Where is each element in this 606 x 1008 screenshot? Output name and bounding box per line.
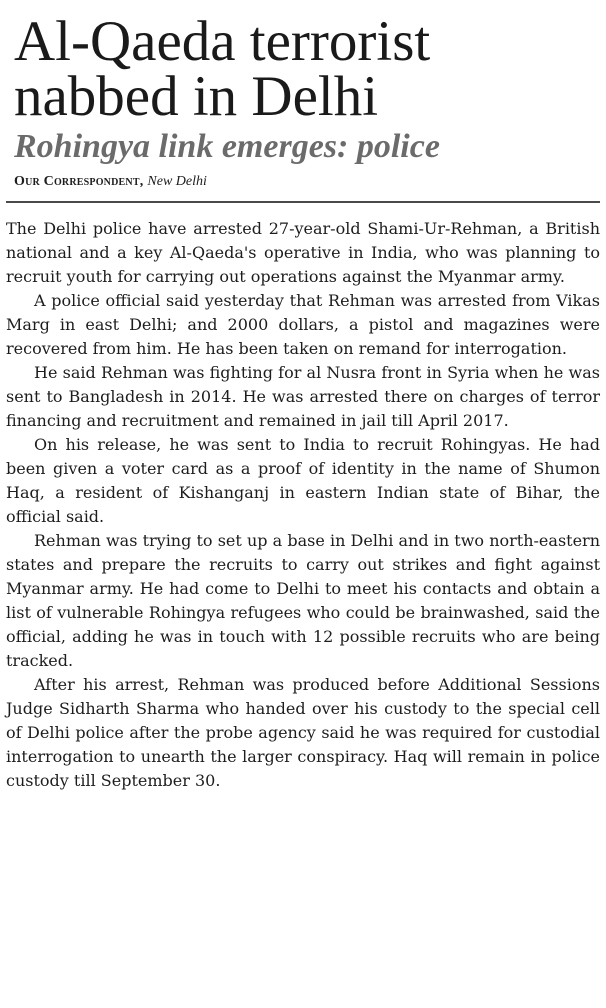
- byline-place: New Delhi: [147, 174, 207, 189]
- paragraph: After his arrest, Rehman was produced before Additional Sessions Judge Sidharth Sharma who handed over his custody to the special cell of Delhi police after the probe agency said he was required for custodial interrogation to unearth the larger conspiracy. Haq will remain in police custody till September 30.: [6, 675, 600, 790]
- byline: [14, 171, 600, 191]
- headline: Al-Qaeda terrorist nabbed in Delhi: [14, 10, 431, 128]
- paragraph: Rehman was trying to set up a base in Delhi and in two north-eastern states and prepare the recruits to carry out strikes and fight against Myanmar army. He had come to Delhi to meet his contacts and obtain a list of vulnerable Rohingya refugees who could be brainwashed, said the official, adding he was in touch with 12 possible recruits who are being tracked.: [6, 531, 600, 670]
- paragraph: The Delhi police have arrested 27-year-old Shami-Ur-Rehman, a British national and a key Al-Qaeda's operative in India, who was planning to recruit youth for carrying out operations against the Myanmar army.: [6, 219, 600, 286]
- divider: [6, 201, 600, 203]
- article-body: [6, 217, 600, 793]
- paragraph: A police official said yesterday that Rehman was arrested from Vikas Marg in east Delhi; and 2000 dollars, a pistol and magazines were recovered from him. He has been taken on remand for interrogation.: [6, 291, 600, 358]
- subheadline: Rohingya link emerges: police: [14, 128, 440, 165]
- paragraph: On his release, he was sent to India to recruit Rohingyas. He had been given a voter card as a proof of identity in the name of Shumon Haq, a resident of Kishanganj in eastern Indian state of Bihar, the official said.: [6, 435, 600, 526]
- byline-author: Our Correspondent,: [14, 174, 144, 189]
- paragraph: He said Rehman was fighting for al Nusra front in Syria when he was sent to Bangladesh in 2014. He was arrested there on charges of terror financing and recruitment and remained in jail till April 2017.: [6, 363, 600, 430]
